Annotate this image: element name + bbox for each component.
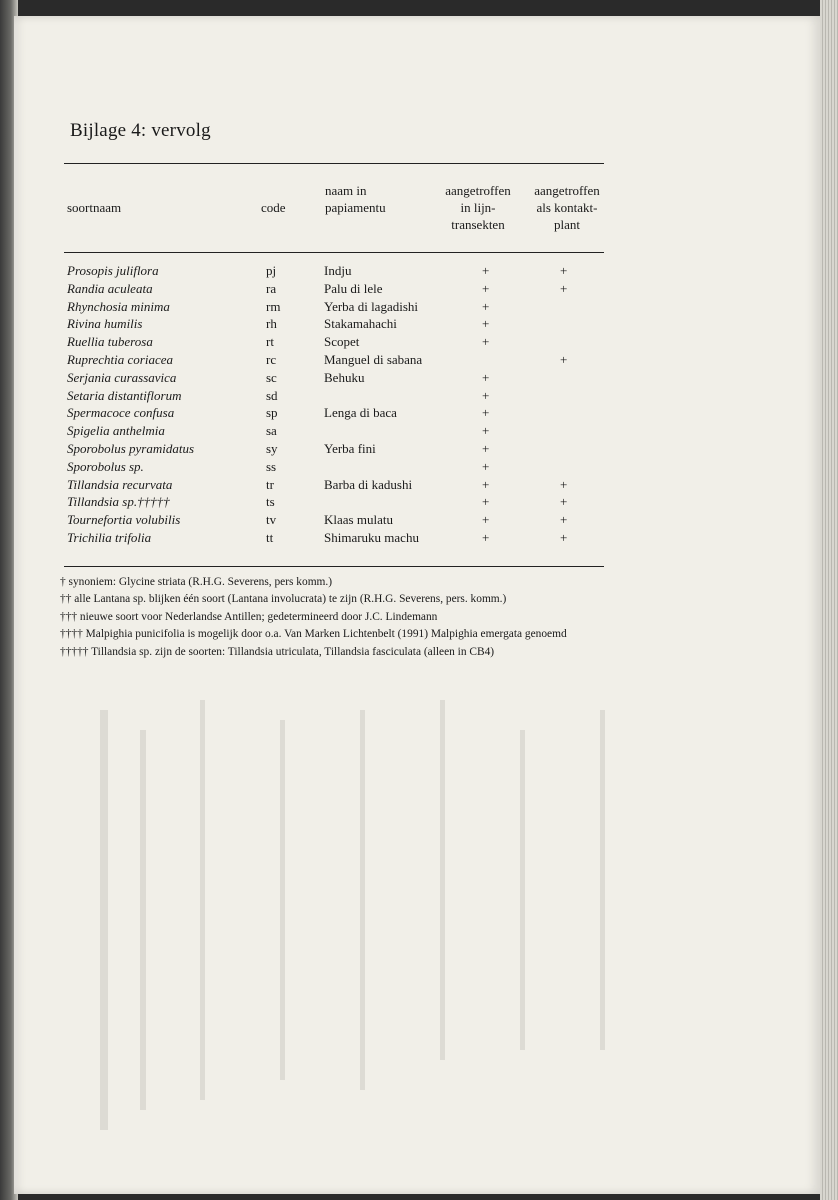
species-code: sd <box>266 387 278 403</box>
papiamentu-name: Indju <box>324 263 352 278</box>
header-naam-papiamentu: naam in papiamentu <box>325 183 386 215</box>
species-code: sy <box>266 441 278 456</box>
kontaktplant-mark: + <box>560 512 568 528</box>
lijntransekten-mark: + <box>482 263 490 278</box>
lijntransekten-mark: + <box>482 405 490 421</box>
header-bottom-rule <box>64 252 604 253</box>
species-name: Randia aculeata <box>67 280 153 296</box>
species-code: rm <box>266 298 281 314</box>
papiamentu-name: Barba di kadushi <box>324 476 413 492</box>
bleed-line <box>200 700 205 1100</box>
kontaktplant-mark: + <box>560 280 568 296</box>
species-code: pj <box>266 263 277 278</box>
footnote: ††† nieuwe soort voor Nederlandse Antillen; gedetermineerd door J.C. Lindemann <box>60 610 438 623</box>
bleed-line <box>280 720 285 1080</box>
table-bottom-rule <box>64 566 604 567</box>
table-top-rule <box>64 163 604 164</box>
kontaktplant-mark: + <box>560 530 568 545</box>
species-name: Trichilia trifolia <box>67 530 152 545</box>
footnote: ††††† Tillandsia sp. zijn de soorten: Tillandsia utriculata, Tillandsia fasciculata (alleen in CB4) <box>60 645 495 658</box>
papiamentu-name: Klaas mulatu <box>324 512 393 528</box>
bleed-line <box>600 710 605 1050</box>
header-kontaktplant: aangetroffen als kontakt- plant <box>534 183 600 232</box>
species-code: ss <box>266 458 277 474</box>
species-code: sa <box>266 423 277 439</box>
lijntransekten-mark: + <box>482 298 490 314</box>
bleed-line <box>520 730 525 1050</box>
lijntransekten-mark: + <box>482 369 490 385</box>
lijntransekten-mark: + <box>482 316 490 332</box>
lijntransekten-mark: + <box>482 334 490 350</box>
species-name: Tillandsia recurvata <box>67 476 173 492</box>
page-title: Bijlage 4: vervolg <box>70 120 211 141</box>
bleed-line <box>140 730 146 1110</box>
species-name: Tillandsia sp.††††† <box>67 494 170 510</box>
header-soortnaam: soortnaam <box>67 200 122 215</box>
species-code: sp <box>266 405 278 421</box>
species-name: Spermacoce confusa <box>67 405 175 421</box>
papiamentu-name: Palu di lele <box>324 280 383 296</box>
species-code: rt <box>266 334 274 350</box>
bleed-line <box>360 710 365 1090</box>
species-name: Rhynchosia minima <box>67 298 170 314</box>
species-name: Serjania curassavica <box>67 369 177 385</box>
lijntransekten-mark: + <box>482 512 490 528</box>
species-code: sc <box>266 369 277 385</box>
lijntransekten-mark: + <box>482 494 490 510</box>
species-code: rc <box>266 352 277 367</box>
footnote: †† alle Lantana sp. blijken één soort (Lantana involucrata) te zijn (R.H.G. Severens, pers. komm.) <box>60 593 507 606</box>
footnote: †††† Malpighia punicifolia is mogelijk door o.a. Van Marken Lichtenbelt (1991) Malpighia emergata genoemd <box>60 628 567 641</box>
papiamentu-name: Stakamahachi <box>324 316 397 332</box>
species-code: tv <box>266 512 277 528</box>
footnotes <box>60 574 567 661</box>
bleed-line <box>440 700 445 1060</box>
species-name: Spigelia anthelmia <box>67 423 165 439</box>
lijntransekten-mark: + <box>482 476 490 492</box>
papiamentu-name: Yerba di lagadishi <box>324 298 419 314</box>
papiamentu-name: Shimaruku machu <box>324 530 419 545</box>
papiamentu-name: Scopet <box>324 334 360 350</box>
lijntransekten-mark: + <box>482 458 490 474</box>
kontaktplant-mark: + <box>560 352 568 367</box>
papiamentu-name: Lenga di baca <box>324 405 397 421</box>
lijntransekten-mark: + <box>482 387 490 403</box>
species-name: Ruellia tuberosa <box>67 334 153 350</box>
kontaktplant-mark: + <box>560 494 568 510</box>
bleed-through-texture <box>80 690 740 1150</box>
bleed-line <box>100 710 108 1130</box>
footnote: † synoniem: Glycine striata (R.H.G. Severens, pers komm.) <box>60 576 333 588</box>
species-name: Rivina humilis <box>67 316 143 332</box>
kontaktplant-mark: + <box>560 476 568 492</box>
species-code: tt <box>266 530 274 545</box>
species-code: ra <box>266 280 277 296</box>
header-code: code <box>261 200 286 215</box>
page-edges <box>820 0 838 1200</box>
species-name: Prosopis juliflora <box>67 263 159 278</box>
papiamentu-name: Manguel di sabana <box>324 352 423 367</box>
species-code: tr <box>266 476 274 492</box>
species-name: Setaria distantiflorum <box>67 387 182 403</box>
species-name: Tournefortia volubilis <box>67 512 181 528</box>
kontaktplant-mark: + <box>560 263 568 278</box>
lijntransekten-mark: + <box>482 441 490 456</box>
species-name: Ruprechtia coriacea <box>67 352 174 367</box>
species-name: Sporobolus sp. <box>67 458 144 474</box>
species-code: ts <box>266 494 275 510</box>
header-lijntransekten: aangetroffen in lijn- transekten <box>445 183 511 232</box>
papiamentu-name: Yerba fini <box>324 441 376 456</box>
papiamentu-name: Behuku <box>324 369 365 385</box>
species-code: rh <box>266 316 277 332</box>
lijntransekten-mark: + <box>482 530 490 545</box>
lijntransekten-mark: + <box>482 280 490 296</box>
lijntransekten-mark: + <box>482 423 490 439</box>
species-name: Sporobolus pyramidatus <box>67 441 194 456</box>
